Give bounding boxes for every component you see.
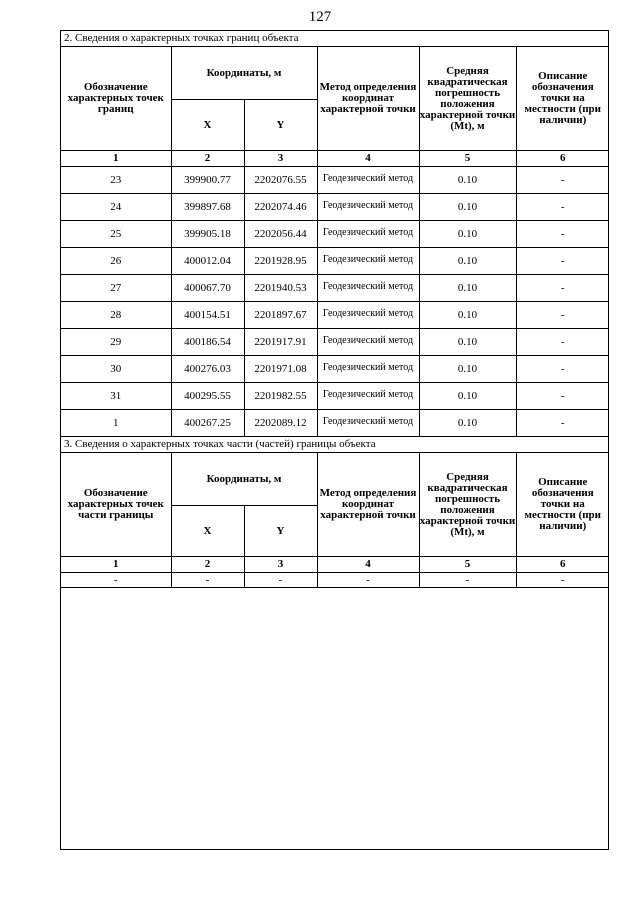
method-text: Геодезический метод	[322, 253, 414, 265]
description: -	[516, 410, 609, 437]
description: -	[516, 573, 609, 588]
coord-x: 399897.68	[171, 194, 244, 221]
mt-value: 0.10	[419, 302, 516, 329]
column-number: 6	[516, 557, 609, 573]
section-title: 3. Сведения о характерных точках части (частей) границы объекта	[61, 437, 609, 453]
section-title-row	[61, 31, 609, 47]
coord-x: 400267.25	[171, 410, 244, 437]
method-cell	[317, 248, 419, 275]
header-description: Описание обозначения точки на местности (при наличии)	[516, 47, 609, 151]
coord-y: 2202076.55	[244, 167, 317, 194]
point-number: 26	[61, 248, 171, 275]
method-cell	[317, 573, 419, 588]
point-number: 25	[61, 221, 171, 248]
description: -	[516, 383, 609, 410]
method-text: Геодезический метод	[322, 334, 414, 346]
coord-y: 2202074.46	[244, 194, 317, 221]
table-row	[61, 167, 609, 194]
method-text: Геодезический метод	[322, 226, 414, 238]
description: -	[516, 167, 609, 194]
coord-x: 400154.51	[171, 302, 244, 329]
header-error: Средняя квадратическая погрешность положения характерной точки (Mt), м	[419, 453, 516, 557]
table-row	[61, 194, 609, 221]
method-text: Геодезический метод	[322, 415, 414, 427]
method-text: Геодезический метод	[322, 280, 414, 292]
column-number: 2	[171, 557, 244, 573]
table-row	[61, 383, 609, 410]
description: -	[516, 302, 609, 329]
point-number: 1	[61, 410, 171, 437]
column-number: 2	[171, 151, 244, 167]
description: -	[516, 356, 609, 383]
point-number: -	[61, 573, 171, 588]
method-cell	[317, 194, 419, 221]
coord-x: 399900.77	[171, 167, 244, 194]
table-row	[61, 275, 609, 302]
coord-y: 2201917.91	[244, 329, 317, 356]
point-number: 30	[61, 356, 171, 383]
coord-x: 400276.03	[171, 356, 244, 383]
table-row	[61, 356, 609, 383]
section-title: 2. Сведения о характерных точках границ объекта	[61, 31, 609, 47]
coord-x: -	[171, 573, 244, 588]
column-number: 1	[61, 151, 171, 167]
column-number: 3	[244, 557, 317, 573]
point-number: 27	[61, 275, 171, 302]
header-designation: Обозначение характерных точек границ	[61, 47, 171, 151]
method-text: Геодезический метод	[322, 172, 414, 184]
header-y: Y	[244, 506, 317, 557]
header-description: Описание обозначения точки на местности (при наличии)	[516, 453, 609, 557]
description: -	[516, 329, 609, 356]
table-row	[61, 221, 609, 248]
coord-x: 400067.70	[171, 275, 244, 302]
point-number: 29	[61, 329, 171, 356]
mt-value: -	[419, 573, 516, 588]
description: -	[516, 275, 609, 302]
method-cell	[317, 275, 419, 302]
coord-x: 400186.54	[171, 329, 244, 356]
document-frame	[60, 30, 609, 850]
column-number-row	[61, 557, 609, 573]
point-number: 31	[61, 383, 171, 410]
header-x: X	[171, 506, 244, 557]
header-method: Метод определения координат характерной точки	[317, 453, 419, 557]
column-number: 5	[419, 151, 516, 167]
point-number: 28	[61, 302, 171, 329]
header-coordinates: Координаты, м	[171, 453, 317, 506]
coord-y: -	[244, 573, 317, 588]
column-number: 4	[317, 151, 419, 167]
point-number: 24	[61, 194, 171, 221]
table-row	[61, 248, 609, 275]
mt-value: 0.10	[419, 167, 516, 194]
mt-value: 0.10	[419, 275, 516, 302]
mt-value: 0.10	[419, 383, 516, 410]
table-row	[61, 410, 609, 437]
table-row	[61, 302, 609, 329]
point-number: 23	[61, 167, 171, 194]
coord-x: 399905.18	[171, 221, 244, 248]
method-cell	[317, 383, 419, 410]
coord-y: 2202089.12	[244, 410, 317, 437]
column-number: 6	[516, 151, 609, 167]
column-number: 1	[61, 557, 171, 573]
method-text: Геодезический метод	[322, 361, 414, 373]
coord-x: 400012.04	[171, 248, 244, 275]
header-row	[61, 47, 609, 100]
header-x: X	[171, 100, 244, 151]
mt-value: 0.10	[419, 410, 516, 437]
header-row	[61, 453, 609, 506]
method-cell	[317, 329, 419, 356]
header-designation: Обозначение характерных точек части границы	[61, 453, 171, 557]
column-number: 5	[419, 557, 516, 573]
coord-y: 2201897.67	[244, 302, 317, 329]
mt-value: 0.10	[419, 194, 516, 221]
method-cell	[317, 302, 419, 329]
section-title-row	[61, 437, 609, 453]
description: -	[516, 221, 609, 248]
method-text: -	[366, 573, 370, 586]
method-cell	[317, 356, 419, 383]
method-text: Геодезический метод	[322, 307, 414, 319]
description: -	[516, 194, 609, 221]
header-coordinates: Координаты, м	[171, 47, 317, 100]
table-row	[61, 573, 609, 588]
mt-value: 0.10	[419, 329, 516, 356]
header-method: Метод определения координат характерной точки	[317, 47, 419, 151]
method-text: Геодезический метод	[322, 199, 414, 211]
column-number: 4	[317, 557, 419, 573]
column-number: 3	[244, 151, 317, 167]
method-text: Геодезический метод	[322, 388, 414, 400]
coord-y: 2202056.44	[244, 221, 317, 248]
coord-y: 2201940.53	[244, 275, 317, 302]
header-y: Y	[244, 100, 317, 151]
coord-x: 400295.55	[171, 383, 244, 410]
mt-value: 0.10	[419, 248, 516, 275]
column-number-row	[61, 151, 609, 167]
method-cell	[317, 410, 419, 437]
mt-value: 0.10	[419, 356, 516, 383]
header-error: Средняя квадратическая погрешность положения характерной точки (Mt), м	[419, 47, 516, 151]
points-table	[61, 31, 609, 588]
table-row	[61, 329, 609, 356]
description: -	[516, 248, 609, 275]
mt-value: 0.10	[419, 221, 516, 248]
page-number: 127	[308, 9, 332, 25]
coord-y: 2201982.55	[244, 383, 317, 410]
coord-y: 2201928.95	[244, 248, 317, 275]
method-cell	[317, 167, 419, 194]
method-cell	[317, 221, 419, 248]
coord-y: 2201971.08	[244, 356, 317, 383]
